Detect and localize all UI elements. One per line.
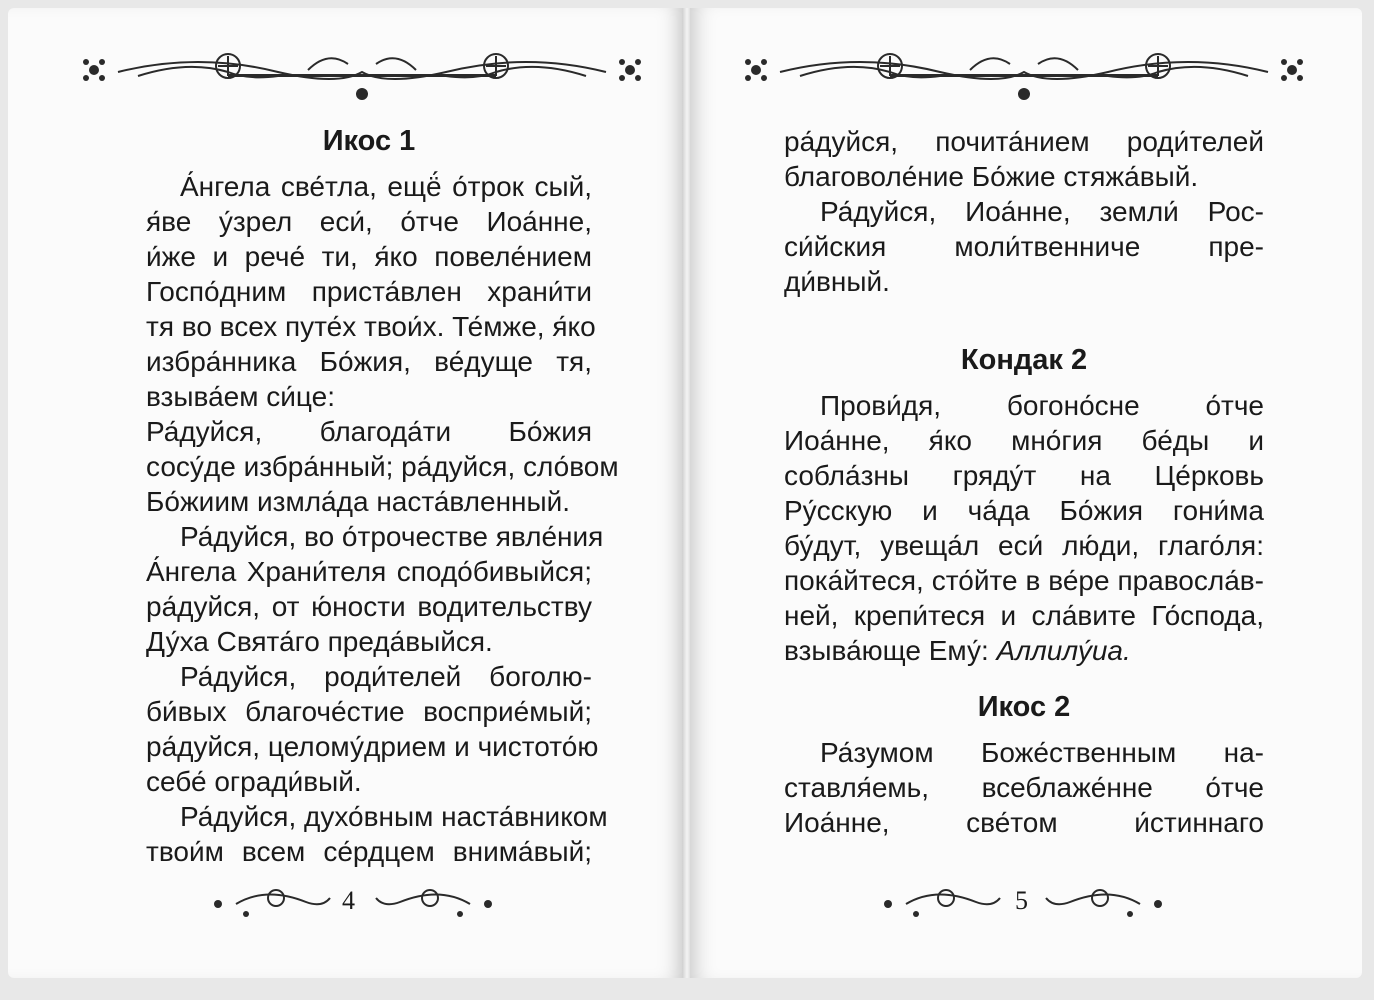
text-line: ди́вный. [784,266,890,297]
top-ornament-left [78,42,646,102]
ikos-2-heading: Икос 2 [977,691,1071,723]
alleluia-text: Аллилу́иа. [996,635,1131,666]
text-line: взыва́ем си́це: [146,381,335,412]
text-line: ра́дуйся, от ю́ности водительству [146,591,592,622]
text-line: ней, крепи́теся и сла́вите Го́спода, [784,600,1264,631]
top-ornament-right [740,42,1308,102]
text-line: ра́дуйся, почита́нием роди́телей [784,126,1264,157]
text-line: А́нгела Храни́теля сподо́бивыйся; [146,556,592,587]
text-line: бу́дут, увеща́л еси́ лю́ди, глаго́ля: [784,530,1264,561]
text-line: Ра́зумом Боже́ственным на- [820,737,1264,768]
text-line: я́ве у́зрел еси́, о́тче Иоа́нне, [146,206,592,237]
text-line: пока́йтеся, сто́йте в ве́ре правосла́в- [784,565,1264,596]
text-line: Госпо́дним приста́влен храни́ти [146,276,592,307]
text-line: Ду́ха Свята́го преда́выйся. [146,626,493,657]
text-line: би́вых благоче́стие восприе́мый; [146,696,592,727]
text-line: твои́м всем се́рдцем внима́вый; [146,836,592,867]
left-page-text [146,124,619,869]
page-number-right: 5 [1015,886,1028,915]
text-line: тя во всех путе́х твои́х. Те́мже, я́ко [146,311,596,342]
text-line: избра́нника Бо́жия, ве́дуще тя, [146,346,592,377]
text-line: себе́ огради́вый. [146,766,362,797]
text-line: сосу́де избра́нный; ра́дуйся, сло́вом [146,451,619,482]
text-line: благоволе́ние Бо́жие стяжа́вый. [784,161,1199,192]
text-line: Ра́дуйся, Иоа́нне, земли́ Рос- [820,196,1264,227]
text-line: и́же и рече́ ти, я́ко повеле́нием [146,241,592,272]
text-line: Ру́сскую и ча́да Бо́жия гони́ма [784,495,1264,526]
text-line: А́нгела све́тла, ещё́ о́трок сый, [180,171,592,202]
text-line: взыва́юще Ему́: [784,635,989,666]
text-line: Бо́жиим измла́да наста́вленный. [146,486,571,517]
ikos-1-heading: Икос 1 [322,125,416,157]
text-line: Ра́дуйся, благода́ти Бо́жия [146,416,592,447]
text-line: Иоа́нне, я́ко мно́гия бе́ды и [784,425,1264,456]
right-page-text [784,124,1264,840]
page-number-left: 4 [342,886,355,915]
kondak-2-heading: Кондак 2 [960,344,1088,376]
kondak-refrain-line [784,633,1264,668]
text-line: собла́зны гряду́т на Це́рковь [784,460,1264,491]
text-line: Прови́дя, богоно́сне о́тче [820,390,1264,421]
text-line: ставля́емь, всеблаже́нне о́тче [784,772,1264,803]
text-line: Иоа́нне, све́том и́стиннаго [784,807,1264,838]
text-line: Ра́дуйся, во о́трочестве явле́ния [180,521,604,552]
text-line: си́йския моли́твенниче пре- [784,231,1264,262]
text-line: ра́дуйся, целому́дрием и чистото́ю [146,731,599,762]
text-line: Ра́дуйся, духо́вным наста́вником [180,801,608,832]
text-line: Ра́дуйся, роди́телей боголю- [180,661,592,692]
